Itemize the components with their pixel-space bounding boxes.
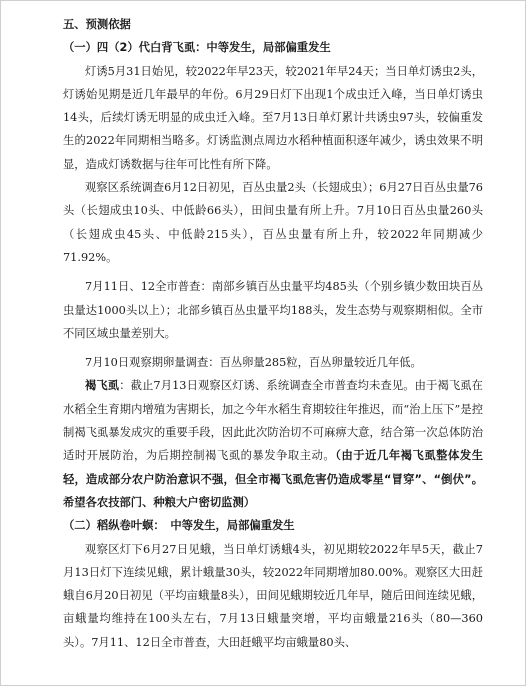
brown-planthopper-label: 褐飞虱	[85, 379, 120, 393]
pest2-heading: （二）稻纵卷叶螟： 中等发生，局部偏重发生	[63, 519, 295, 533]
pest1-paragraph-field-survey: 观察区系统调查6月12日初见，百丛虫量2头（长翅成虫）；6月27日百丛虫量76头（长翅成虫10头、中低龄66头），田间虫量有所上升。7月10日百丛虫量260头（长翅成虫45头、中低龄215头），百丛虫量有所上升，较2022年同期减少71.92%。	[63, 181, 483, 264]
pest1-paragraph-light-trap: 灯诱5月31日始见，较2022年早23天，较2021年早24天；当日单灯诱虫2头，灯诱始见期是近几年最早的年份。6月29日灯下出现1个成虫迁入峰，当日单灯诱虫14头，后续灯诱无明显的成虫迁入峰。至7月13日单灯累计共诱虫97头，较偏重发生的2022年同期相当略多。灯诱监测点周边水稻种植面积逐年减少，诱虫效果不明显，造成灯诱数据与往年可比性有所下降。	[63, 64, 483, 171]
pest1-heading: （一）四（2）代白背飞虱：中等发生，局部偏重发生	[63, 41, 331, 55]
pest1-paragraph-egg-survey: 7月10日观察期卵量调查：百丛卵量285粒，百丛卵量较近几年低。	[85, 356, 422, 370]
document-body	[63, 13, 483, 654]
brown-planthopper-text: ：截止7月13日观察区灯诱、系统调查全市普查均未查见。由于褐飞虱在水稻全生育期内增殖为害期长，加之今年水稻生育期较往年推迟，而“治上压下”是控制褐飞虱暴发成灾的重要手段，因此此次防治切不可麻痹大意，结合第一次总体防治适时开展防治，为后期控制褐飞虱的暴发争取主动。	[63, 379, 483, 463]
pest1-paragraph-city-survey: 7月11日、12全市普查：南部乡镇百丛虫量平均485头（个别乡镇少数田块百丛虫量达1000头以上）；北部乡镇百丛虫量平均188头，发生态势与观察期相似。全市不同区域虫量差别大。	[63, 280, 483, 340]
section-title: 五、预测依据	[63, 18, 131, 31]
brown-planthopper-note: （由于近几年褐飞虱整体发生轻，造成部分农户防治意识不强，但全市褐飞虱危害仍造成零星“冒穿”、“倒伏”。希望各农技部门、种粮大户密切监测）	[63, 449, 483, 509]
pest2-paragraph-moth-survey: 观察区灯下6月27日见蛾，当日单灯诱蛾4头，初见期较2022年早5天，截止7月13日灯下连续见蛾，累计蛾量30头，较2022年同期增加80.00%。观察区大田赶蛾自6月20日初见（平均亩蛾量8头），田间见蛾期较近几年早，随后田间连续见蛾，亩蛾量均维持在100头左右，7月13日蛾量突增，平均亩蛾量216头（80—360头）。7月11、12日全市普查，大田赶蛾平均亩蛾量80头、	[63, 542, 483, 649]
pest1-paragraph-brown-planthopper	[63, 374, 483, 514]
